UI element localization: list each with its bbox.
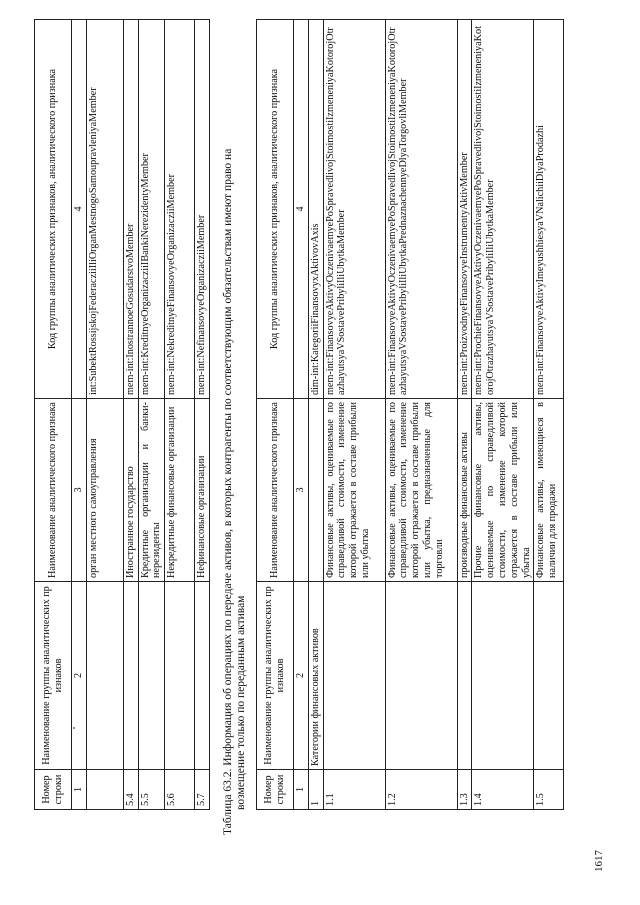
- table-row: [385, 20, 457, 810]
- feature-code: mem-int:InostrannoeGosudarstvoMember: [123, 20, 138, 399]
- row-number: 1.3: [457, 770, 472, 810]
- row-number: [86, 770, 123, 810]
- group-name: [534, 582, 564, 770]
- column-number: 1: [294, 770, 309, 810]
- feature-code: mem-int:NefinansovyeOrganizacziiMember: [195, 20, 210, 399]
- table-63-2-caption: [222, 45, 248, 835]
- feature-name: Нефинансовые организации: [195, 399, 210, 582]
- column-number: 3: [72, 399, 87, 582]
- header-feature-name: Наименование аналитического признака: [35, 399, 72, 582]
- feature-name: производные финансовые активы: [457, 399, 472, 582]
- header-feature-name: Наименование аналитического признака: [257, 399, 294, 582]
- header-row-number: Номер строки: [35, 770, 72, 810]
- row-number: 5.4: [123, 770, 138, 810]
- group-name: [385, 582, 457, 770]
- header-code: Код группы аналитических признаков, аналитического признака: [35, 20, 72, 399]
- table-row: [534, 20, 564, 810]
- page-number: 1617: [593, 850, 605, 872]
- column-number: 2: [72, 582, 87, 770]
- feature-name: Некредитные финансовые организации: [165, 399, 195, 582]
- table-row: [457, 20, 472, 810]
- group-name: [86, 582, 123, 770]
- table-63-1-continuation: [34, 19, 210, 810]
- column-number: 1: [72, 770, 87, 810]
- column-number: 4: [72, 20, 87, 399]
- table-row: [472, 20, 534, 810]
- feature-code: mem-int:FinansovyeAktivyImeyushhiesyaVNalichiiDlyaProdazhi: [534, 20, 564, 399]
- group-name: [457, 582, 472, 770]
- feature-code: mem-int:NekreditnyeFinansovyeOrganizacziiMember: [165, 20, 195, 399]
- feature-code: mem-int:KreditnyeOrganizacziiIBankiNerezidentyMember: [138, 20, 165, 399]
- feature-code: mem-int:ProchieFinansovyeAktivyOczenivaemyePoSpravedlivojStoimostiIzmeneniyaKotorojOtrazhayutsyaVSostavePribyliIliUbytkaMember: [472, 20, 534, 399]
- row-number: 5.5: [138, 770, 165, 810]
- column-number-row: [72, 20, 87, 810]
- group-name: [138, 582, 165, 770]
- group-name: [472, 582, 534, 770]
- row-number: 1.4: [472, 770, 534, 810]
- column-number: 2: [294, 582, 309, 770]
- table-row: [138, 20, 165, 810]
- row-number: 1: [308, 770, 323, 810]
- feature-name: Кредитные организации и банки-нерезиденты: [138, 399, 165, 582]
- group-name: [323, 582, 385, 770]
- feature-name: Финансовые активы, оцениваемые по справедливой стоимости, изменение которой отражается в составе прибыли или убытка, предназначенные для торговли: [385, 399, 457, 582]
- group-name: [195, 582, 210, 770]
- table-header-row: [257, 20, 294, 810]
- header-code: Код группы аналитических признаков, аналитического признака: [257, 20, 294, 399]
- table-row: [86, 20, 123, 810]
- feature-name: Финансовые активы, оцениваемые по справедливой стоимости, изменение которой отражается в составе прибыли или убытка: [323, 399, 385, 582]
- feature-code: dim-int:KategoriiFinansovyxAktivovAxis: [308, 20, 323, 399]
- feature-name: орган местного самоуправления: [86, 399, 123, 582]
- feature-code: int:SubektRossijskojFederacziiIliOrganMestnogoSamoupravleniyaMember: [86, 20, 123, 399]
- column-number: 4: [294, 20, 309, 399]
- table-63-2: [256, 19, 564, 810]
- feature-name: Финансовые активы, имеющиеся в наличии для продажи: [534, 399, 564, 582]
- row-number: 1.5: [534, 770, 564, 810]
- table-row: [123, 20, 138, 810]
- row-number: 1.1: [323, 770, 385, 810]
- caption-line-1: Таблица 63.2. Информация об операциях по передаче активов, в которых контрагенты по соответствующим обязательствам имеют право на: [222, 148, 234, 835]
- table-header-row: [35, 20, 72, 810]
- header-row-number: Номер строки: [257, 770, 294, 810]
- header-group-name: Наименование группы аналитических признаков: [257, 582, 294, 770]
- header-group-name: Наименование группы аналитических признаков: [35, 582, 72, 770]
- feature-code: mem-int:FinansovyeAktivyOczenivaemyePoSpravedlivojStoimostiIzmeneniyaKotorojOtrazhayutsyaVSostavePribyliIliUbytkaMember: [323, 20, 385, 399]
- feature-code: mem-int:FinansovyeAktivyOczenivaemyePoSpravedlivojStoimostiIzmeneniyaKotorojOtrazhayutsyaVSostavePribyliIliUbytkaPrednaznachennyeDlyaTorgovliMember: [385, 20, 457, 399]
- row-number: 1.2: [385, 770, 457, 810]
- table-row: [308, 20, 323, 810]
- feature-code: mem-int:ProizvodnyeFinansovyeInstrumentyAktivMember: [457, 20, 472, 399]
- row-number: 5.6: [165, 770, 195, 810]
- table-row: [195, 20, 210, 810]
- table-row: [165, 20, 195, 810]
- group-name: [123, 582, 138, 770]
- feature-name: [308, 399, 323, 582]
- group-name: Категории финансовых активов: [308, 582, 323, 770]
- group-name: [165, 582, 195, 770]
- table-row: [323, 20, 385, 810]
- row-number: 5.7: [195, 770, 210, 810]
- column-number-row: [294, 20, 309, 810]
- column-number: 3: [294, 399, 309, 582]
- caption-line-2: возмещение только по переданным активам: [235, 595, 247, 810]
- feature-name: Прочие финансовые активы, оцениваемые по справедливой стоимости, изменение которой отражается в составе прибыли или убытка: [472, 399, 534, 582]
- feature-name: Иностранное государство: [123, 399, 138, 582]
